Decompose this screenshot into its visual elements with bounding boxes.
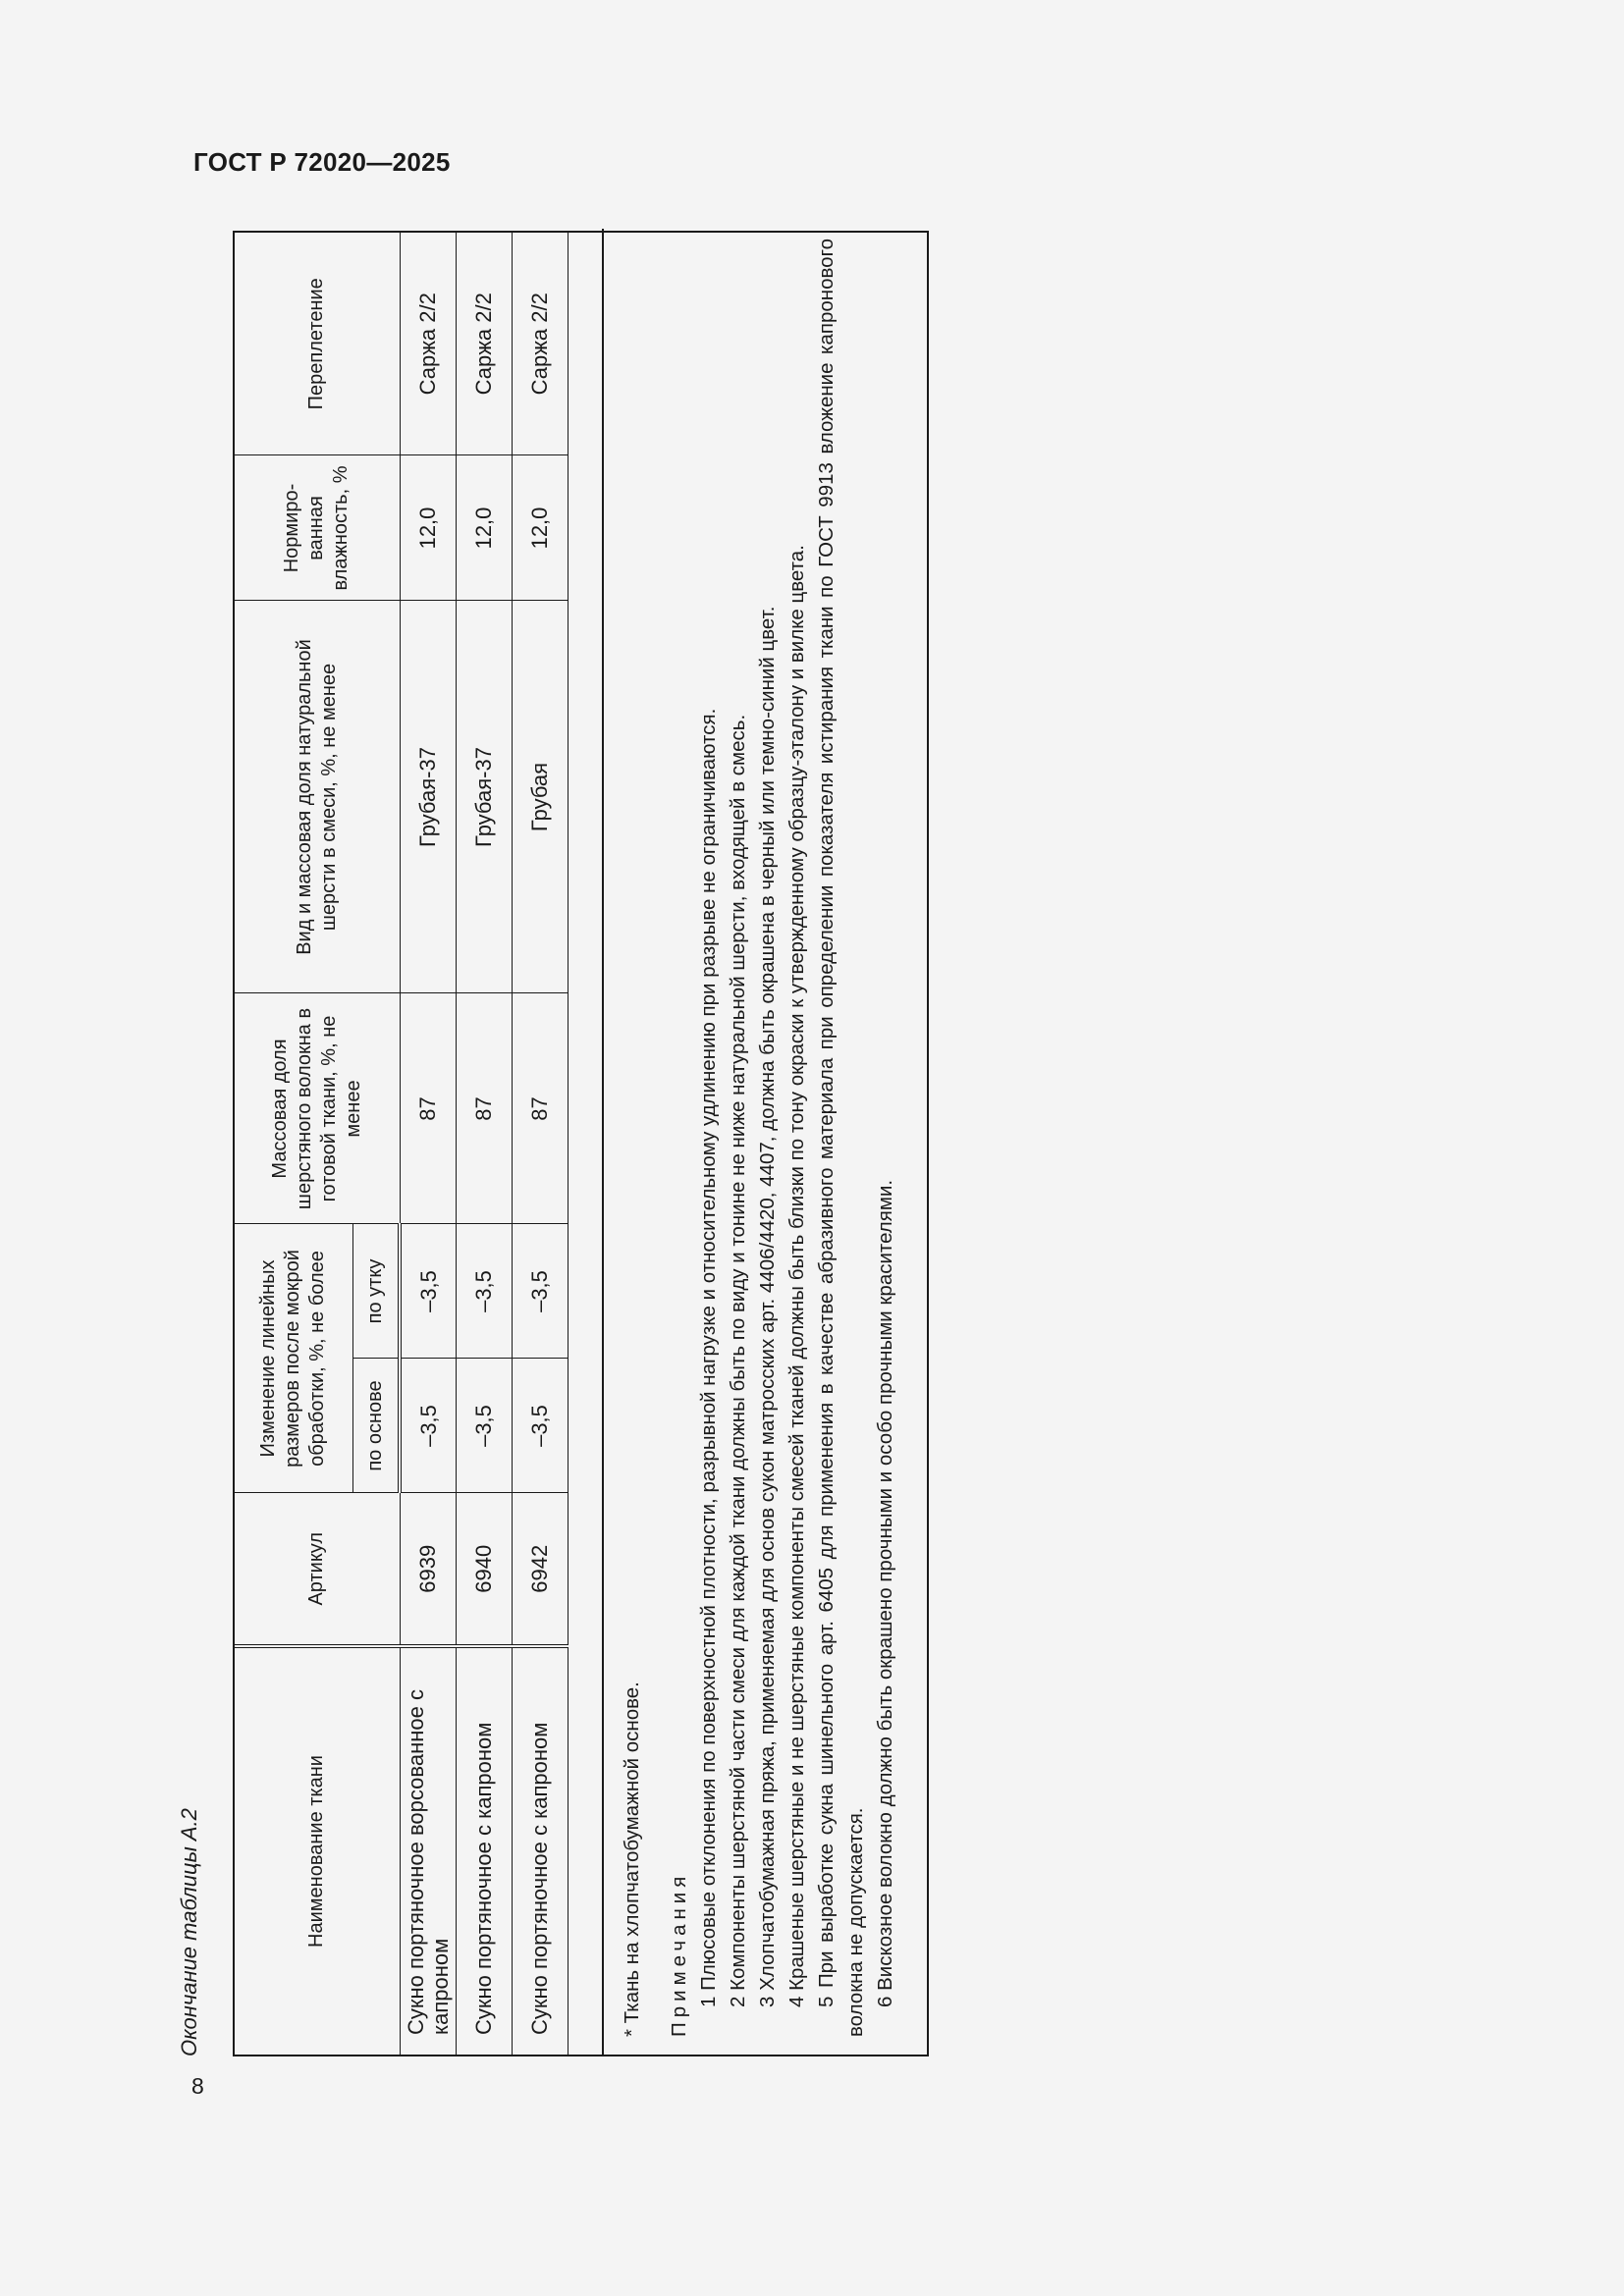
page-number: 8 (191, 2073, 204, 2099)
note-item: 4 Крашеные шерстяные и не шерстяные компоненты смесей тканей должны быть близки по тону окраски к утвержденному образцу-эталону и вилке цвета. (785, 545, 808, 2007)
cell-moisture: 12,0 (456, 455, 512, 601)
table-row (456, 233, 512, 2055)
header-wool-type: Вид и массовая доля натуральной шерсти в смеси, %, не менее (235, 601, 400, 993)
cell-weft: –3,5 (512, 1224, 568, 1359)
cell-weave: Саржа 2/2 (512, 233, 568, 455)
header-size-change: Изменение линейных размеров после мокрой обработки, %, не более (235, 1224, 352, 1493)
note-item: 5 При выработке сукна шинельного арт. 6405 для применения в качестве абразивного материала при определении показателя истирания ткани по ГОСТ 9913 вложение капронового волокна не допускается. (815, 239, 867, 2037)
header-fabric-name: Наименование ткани (235, 1646, 400, 2055)
cell-name: Сукно портяночное ворсованное с капроном (400, 1646, 456, 2055)
properties-table (235, 233, 568, 2055)
cell-weave: Саржа 2/2 (400, 233, 456, 455)
notes-title: Примечания (668, 1871, 690, 2037)
document-code: ГОСТ Р 72020—2025 (193, 147, 451, 177)
note-item: 6 Вискозное волокно должно быть окрашено прочными и особо прочными красителями. (874, 1179, 896, 2007)
table-frame (233, 231, 929, 2056)
cell-warp: –3,5 (512, 1359, 568, 1493)
cell-article: 6942 (512, 1493, 568, 1646)
cell-warp: –3,5 (456, 1359, 512, 1493)
cell-weft: –3,5 (400, 1224, 456, 1359)
header-article: Артикул (235, 1493, 400, 1646)
cell-wool-fraction: 87 (456, 993, 512, 1224)
cell-warp: –3,5 (400, 1359, 456, 1493)
table-row (400, 233, 456, 2055)
cell-moisture: 12,0 (400, 455, 456, 601)
note-item: 3 Хлопчатобумажная пряжа, применяемая для основ сукон матросских арт. 4406/4420, 4407, должна быть окрашена в черный или темно-синий цвет. (756, 606, 779, 2007)
rotated-table-block (177, 221, 962, 2056)
note-item: 1 Плюсовые отклонения по поверхностной плотности, разрывной нагрузке и относительному удлинению при разрыве не ограничиваются. (697, 708, 720, 2007)
cell-name: Сукно портяночное с капроном (456, 1646, 512, 2055)
cell-wool-type: Грубая-37 (456, 601, 512, 993)
footnote: * Ткань на хлопчатобумажной основе. (621, 1682, 643, 2037)
header-moisture: Нормиро-ванная влажность, % (235, 455, 400, 601)
header-wool-fraction: Массовая доля шерстяного волокна в готовой ткани, %, не менее (235, 993, 400, 1224)
note-item: 2 Компоненты шерстяной части смеси для каждой ткани должны быть по виду и тонине не ниже натуральной шерсти, входящей в смесь. (727, 714, 749, 2007)
cell-weft: –3,5 (456, 1224, 512, 1359)
cell-wool-fraction: 87 (400, 993, 456, 1224)
cell-wool-type: Грубая (512, 601, 568, 993)
table-row (512, 233, 568, 2055)
header-warp: по основе (352, 1359, 400, 1493)
header-weft: по утку (352, 1224, 400, 1359)
cell-moisture: 12,0 (512, 455, 568, 601)
table-caption: Окончание таблицы А.2 (177, 1808, 201, 2056)
cell-name: Сукно портяночное с капроном (512, 1646, 568, 2055)
header-weave: Переплетение (235, 233, 400, 455)
cell-article: 6939 (400, 1493, 456, 1646)
notes-section (602, 229, 931, 2055)
cell-wool-fraction: 87 (512, 993, 568, 1224)
cell-wool-type: Грубая-37 (400, 601, 456, 993)
cell-weave: Саржа 2/2 (456, 233, 512, 455)
cell-article: 6940 (456, 1493, 512, 1646)
